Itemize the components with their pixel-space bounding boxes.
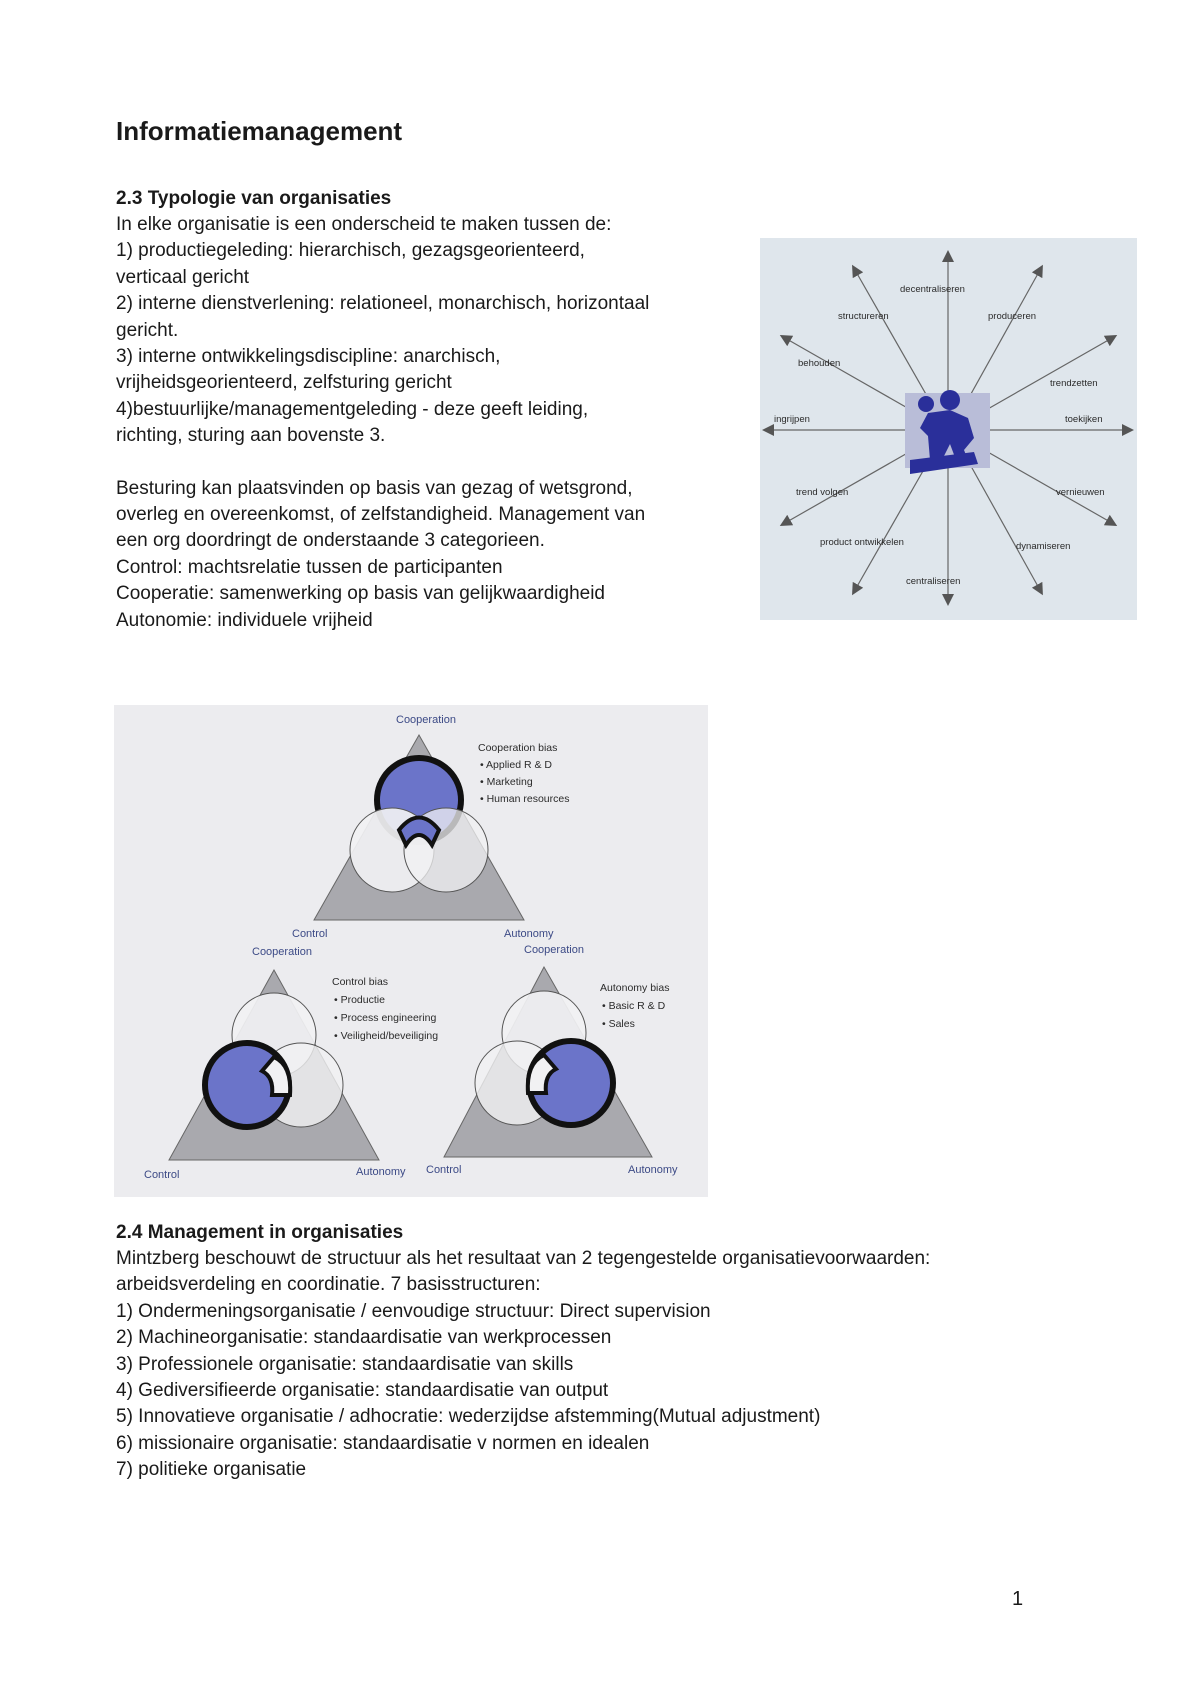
label-product-ontwikkelen: product ontwikkelen (820, 537, 904, 548)
label-top-apex: Cooperation (396, 714, 456, 726)
label-trendzetten: trendzetten (1050, 378, 1098, 389)
bias-item: • Marketing (480, 776, 533, 788)
label-vernieuwen: vernieuwen (1056, 487, 1105, 498)
bias-item: • Basic R & D (602, 1000, 666, 1012)
label-centraliseren: centraliseren (906, 576, 961, 587)
label-bl-left: Control (144, 1169, 180, 1181)
label-toekijken: toekijken (1065, 414, 1103, 425)
text-line: 7) politieke organisatie (116, 1459, 307, 1481)
bias-title-bl: Control bias (332, 976, 389, 988)
bias-item: • Sales (602, 1018, 635, 1030)
section-typologie (116, 186, 649, 634)
label-produceren: produceren (988, 311, 1037, 322)
label-br-left: Control (426, 1164, 462, 1176)
label-behouden: behouden (798, 358, 841, 369)
text-line: 3) Professionele organisatie: standaardisatie van skills (116, 1353, 574, 1375)
text-line: een org doordringt de onderstaande 3 categorieen. (116, 530, 545, 552)
radial-management-figure (760, 238, 1137, 620)
text-line: Mintzberg beschouwt de structuur als het resultaat van 2 tegengestelde organisatievoorwaarden: (116, 1248, 931, 1269)
text-line: 1) productiegeleding: hierarchisch, gezagsgeorienteerd, (116, 240, 585, 262)
bias-item: • Process engineering (334, 1012, 437, 1024)
bias-item: • Productie (334, 994, 385, 1006)
text-line: richting, sturing aan bovenste 3. (116, 425, 386, 447)
text-line: 2) Machineorganisatie: standaardisatie van werkprocessen (116, 1327, 612, 1349)
bias-title-top: Cooperation bias (478, 742, 558, 754)
text-line: gericht. (116, 319, 179, 341)
label-ingrijpen: ingrijpen (774, 414, 810, 425)
section-heading-management: 2.4 Management in organisaties (116, 1222, 404, 1243)
label-structureren: structureren (838, 311, 889, 322)
manager-figure-icon (905, 390, 990, 474)
bias-item: • Applied R & D (480, 759, 552, 771)
triangle-diagram (114, 705, 708, 1197)
text-line: Cooperatie: samenwerking op basis van gelijkwaardigheid (116, 583, 605, 605)
triangle-bias-figure (114, 705, 708, 1197)
text-line: Control: machtsrelatie tussen de participanten (116, 556, 503, 578)
label-trend-volgen: trend volgen (796, 487, 849, 498)
text-line: overleg en overeenkomst, of zelfstandigheid. Management van (116, 504, 646, 526)
text-line: In elke organisatie is een onderscheid te maken tussen de: (116, 214, 612, 235)
paragraph-gap (116, 450, 649, 476)
document-title: Informatiemanagement (116, 116, 403, 146)
text-line: 1) Ondermeningsorganisatie / eenvoudige structuur: Direct supervision (116, 1300, 711, 1322)
text-line: 3) interne ontwikkelingsdiscipline: anarchisch, (116, 346, 501, 368)
label-top-right: Autonomy (504, 928, 554, 940)
section-heading-typologie: 2.3 Typologie van organisaties (116, 188, 392, 209)
page-number: 1 (1012, 1588, 1024, 1610)
label-br-right: Autonomy (628, 1164, 678, 1176)
text-line: arbeidsverdeling en coordinatie. 7 basisstructuren: (116, 1274, 541, 1296)
text-line: Besturing kan plaatsvinden op basis van gezag of wetsgrond, (116, 477, 633, 499)
bias-item: • Veiligheid/beveiliging (334, 1030, 439, 1042)
text-line: Autonomie: individuele vrijheid (116, 609, 373, 631)
label-bl-right: Autonomy (356, 1166, 406, 1178)
label-top-left: Control (292, 928, 328, 940)
text-line: 2) interne dienstverlening: relationeel, monarchisch, horizontaal (116, 293, 650, 315)
radial-diagram (760, 238, 1137, 620)
text-line: 6) missionaire organisatie: standaardisatie v normen en idealen (116, 1432, 650, 1454)
label-br-apex: Cooperation (524, 944, 584, 956)
text-line: verticaal gericht (116, 266, 250, 288)
section-management (116, 1220, 930, 1484)
text-line: vrijheidsgeorienteerd, zelfsturing gericht (116, 372, 452, 394)
bias-title-br: Autonomy bias (600, 982, 670, 994)
label-dynamiseren: dynamiseren (1016, 541, 1071, 552)
label-bl-apex: Cooperation (252, 946, 312, 958)
bias-item: • Human resources (480, 793, 570, 805)
text-line: 5) Innovatieve organisatie / adhocratie: wederzijdse afstemming(Mutual adjustment) (116, 1406, 821, 1428)
text-line: 4)bestuurlijke/managementgeleding - deze geeft leiding, (116, 398, 589, 420)
label-decentraliseren: decentraliseren (900, 284, 965, 295)
text-line: 4) Gediversifieerde organisatie: standaardisatie van output (116, 1380, 609, 1402)
